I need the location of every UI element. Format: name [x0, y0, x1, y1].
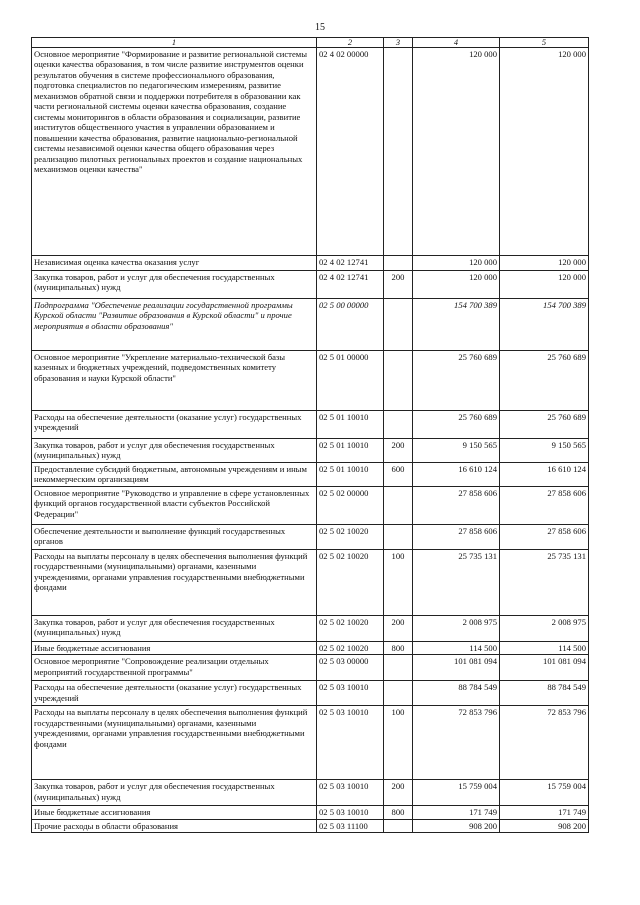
table-row — [32, 615, 589, 641]
row-name: Иные бюджетные ассигнования — [32, 641, 317, 654]
row-code: 02 5 01 00000 — [317, 351, 384, 411]
row-code: 02 5 00 00000 — [317, 299, 384, 351]
row-amount-4: 2 008 975 — [413, 615, 500, 641]
row-code: 02 5 03 10010 — [317, 706, 384, 780]
table-row — [32, 486, 589, 524]
row-expense-type: 200 — [384, 271, 413, 299]
row-expense-type — [384, 48, 413, 256]
row-amount-4: 120 000 — [413, 48, 500, 256]
row-expense-type — [384, 486, 413, 524]
row-amount-5: 16 610 124 — [500, 462, 589, 486]
row-expense-type: 200 — [384, 439, 413, 463]
row-name: Обеспечение деятельности и выполнение функций государственных органов — [32, 524, 317, 549]
row-amount-5: 120 000 — [500, 256, 589, 271]
row-amount-5: 15 759 004 — [500, 780, 589, 806]
row-code: 02 5 01 10010 — [317, 462, 384, 486]
row-code: 02 4 02 12741 — [317, 271, 384, 299]
table-row — [32, 819, 589, 832]
row-code: 02 5 02 10020 — [317, 524, 384, 549]
row-name: Закупка товаров, работ и услуг для обеспечения государственных (муниципальных) нужд — [32, 439, 317, 463]
table-row — [32, 681, 589, 706]
row-code: 02 5 03 10010 — [317, 681, 384, 706]
row-amount-4: 27 858 606 — [413, 524, 500, 549]
row-code: 02 5 02 00000 — [317, 486, 384, 524]
table-row — [32, 706, 589, 780]
row-name: Основное мероприятие "Руководство и управление в сфере установленных функций органов государственной власти субъектов Российской Федерации" — [32, 486, 317, 524]
header-col-3: 3 — [384, 38, 413, 48]
row-amount-5: 120 000 — [500, 48, 589, 256]
row-amount-4: 25 735 131 — [413, 549, 500, 615]
row-name: Закупка товаров, работ и услуг для обеспечения государственных (муниципальных) нужд — [32, 271, 317, 299]
table-row — [32, 641, 589, 654]
row-amount-4: 25 760 689 — [413, 351, 500, 411]
row-name: Основное мероприятие "Сопровождение реализации отдельных мероприятий государственной программы" — [32, 655, 317, 681]
row-amount-5: 171 749 — [500, 806, 589, 819]
row-code: 02 5 02 10020 — [317, 641, 384, 654]
row-expense-type: 100 — [384, 549, 413, 615]
row-amount-5: 88 784 549 — [500, 681, 589, 706]
row-expense-type — [384, 524, 413, 549]
row-amount-5: 114 500 — [500, 641, 589, 654]
row-code: 02 5 03 10010 — [317, 780, 384, 806]
table-row — [32, 524, 589, 549]
table-row — [32, 806, 589, 819]
row-expense-type — [384, 351, 413, 411]
page-number: 15 — [315, 22, 325, 33]
row-expense-type: 200 — [384, 780, 413, 806]
row-name: Прочие расходы в области образования — [32, 819, 317, 832]
row-code: 02 5 03 11100 — [317, 819, 384, 832]
header-col-4: 4 — [413, 38, 500, 48]
row-code: 02 5 03 00000 — [317, 655, 384, 681]
row-amount-5: 154 700 389 — [500, 299, 589, 351]
row-expense-type: 100 — [384, 706, 413, 780]
row-amount-4: 154 700 389 — [413, 299, 500, 351]
table-row — [32, 549, 589, 615]
row-name: Основное мероприятие "Укрепление материально-технической базы казенных и бюджетных учреждений, подведомственных комитету образования и науки Курской области" — [32, 351, 317, 411]
row-amount-4: 15 759 004 — [413, 780, 500, 806]
row-expense-type: 200 — [384, 615, 413, 641]
row-amount-5: 27 858 606 — [500, 486, 589, 524]
row-name: Подпрограмма "Обеспечение реализации государственной программы Курской области "Развитие образования в Курской области" и прочие мероприятия в области образования" — [32, 299, 317, 351]
row-expense-type: 600 — [384, 462, 413, 486]
row-expense-type — [384, 411, 413, 439]
row-expense-type — [384, 299, 413, 351]
header-row — [32, 38, 589, 48]
row-expense-type — [384, 655, 413, 681]
row-expense-type: 800 — [384, 641, 413, 654]
row-expense-type — [384, 256, 413, 271]
row-name: Предоставление субсидий бюджетным, автономным учреждениям и иным некоммерческим организациям — [32, 462, 317, 486]
row-amount-5: 25 735 131 — [500, 549, 589, 615]
row-code: 02 5 03 10010 — [317, 806, 384, 819]
row-name: Независимая оценка качества оказания услуг — [32, 256, 317, 271]
table-row — [32, 411, 589, 439]
table-row — [32, 299, 589, 351]
row-amount-5: 120 000 — [500, 271, 589, 299]
row-code: 02 5 01 10010 — [317, 439, 384, 463]
row-amount-4: 9 150 565 — [413, 439, 500, 463]
row-name: Расходы на обеспечение деятельности (оказание услуг) государственных учреждений — [32, 681, 317, 706]
header-col-2: 2 — [317, 38, 384, 48]
table-row — [32, 256, 589, 271]
table-row — [32, 780, 589, 806]
row-name: Расходы на обеспечение деятельности (оказание услуг) государственных учреждений — [32, 411, 317, 439]
table-row — [32, 48, 589, 256]
row-amount-5: 101 081 094 — [500, 655, 589, 681]
row-code: 02 4 02 12741 — [317, 256, 384, 271]
row-amount-4: 101 081 094 — [413, 655, 500, 681]
row-amount-4: 120 000 — [413, 271, 500, 299]
row-amount-4: 72 853 796 — [413, 706, 500, 780]
row-name: Расходы на выплаты персоналу в целях обеспечения выполнения функций государственными (муниципальными) органами, казенными учреждениями, органами управления государственными внебюджетными фондами — [32, 706, 317, 780]
row-amount-5: 2 008 975 — [500, 615, 589, 641]
row-name: Закупка товаров, работ и услуг для обеспечения государственных (муниципальных) нужд — [32, 780, 317, 806]
row-amount-4: 171 749 — [413, 806, 500, 819]
row-expense-type — [384, 819, 413, 832]
row-name: Иные бюджетные ассигнования — [32, 806, 317, 819]
row-amount-5: 27 858 606 — [500, 524, 589, 549]
row-amount-4: 88 784 549 — [413, 681, 500, 706]
row-amount-5: 25 760 689 — [500, 351, 589, 411]
row-name: Основное мероприятие "Формирование и развитие региональной системы оценки качества образования, в том числе развитие инструментов оценки результатов обучения в системе профессионального образования, подготовка специалистов по педагогическим измерениям, развитие механизмов обратной связи и поддержки потребителя в образовании как части региональной системы оценки качества образования, создание системы мониторингов в области образования и социализации, развитие институтов общественного участия в управлении образованием и повышении качества образования, развитие национально-региональной системы независимой оценки качества общего образования через реализацию пилотных региональных проектов и создание национальных механизмов оценки качества" — [32, 48, 317, 256]
row-amount-4: 16 610 124 — [413, 462, 500, 486]
table-row — [32, 439, 589, 463]
row-expense-type — [384, 681, 413, 706]
row-amount-5: 908 200 — [500, 819, 589, 832]
row-code: 02 5 02 10020 — [317, 549, 384, 615]
header-col-5: 5 — [500, 38, 589, 48]
row-expense-type: 800 — [384, 806, 413, 819]
row-amount-5: 9 150 565 — [500, 439, 589, 463]
row-amount-5: 72 853 796 — [500, 706, 589, 780]
row-amount-4: 27 858 606 — [413, 486, 500, 524]
row-code: 02 5 02 10020 — [317, 615, 384, 641]
row-name: Расходы на выплаты персоналу в целях обеспечения выполнения функций государственными (муниципальными) органами, казенными учреждениями, органами управления государственными внебюджетными фондами — [32, 549, 317, 615]
table-row — [32, 271, 589, 299]
row-amount-5: 25 760 689 — [500, 411, 589, 439]
table-row — [32, 655, 589, 681]
table-row — [32, 462, 589, 486]
row-code: 02 4 02 00000 — [317, 48, 384, 256]
row-code: 02 5 01 10010 — [317, 411, 384, 439]
budget-table — [31, 37, 589, 833]
row-amount-4: 25 760 689 — [413, 411, 500, 439]
header-col-1: 1 — [32, 38, 317, 48]
row-name: Закупка товаров, работ и услуг для обеспечения государственных (муниципальных) нужд — [32, 615, 317, 641]
row-amount-4: 120 000 — [413, 256, 500, 271]
row-amount-4: 114 500 — [413, 641, 500, 654]
row-amount-4: 908 200 — [413, 819, 500, 832]
table-row — [32, 351, 589, 411]
